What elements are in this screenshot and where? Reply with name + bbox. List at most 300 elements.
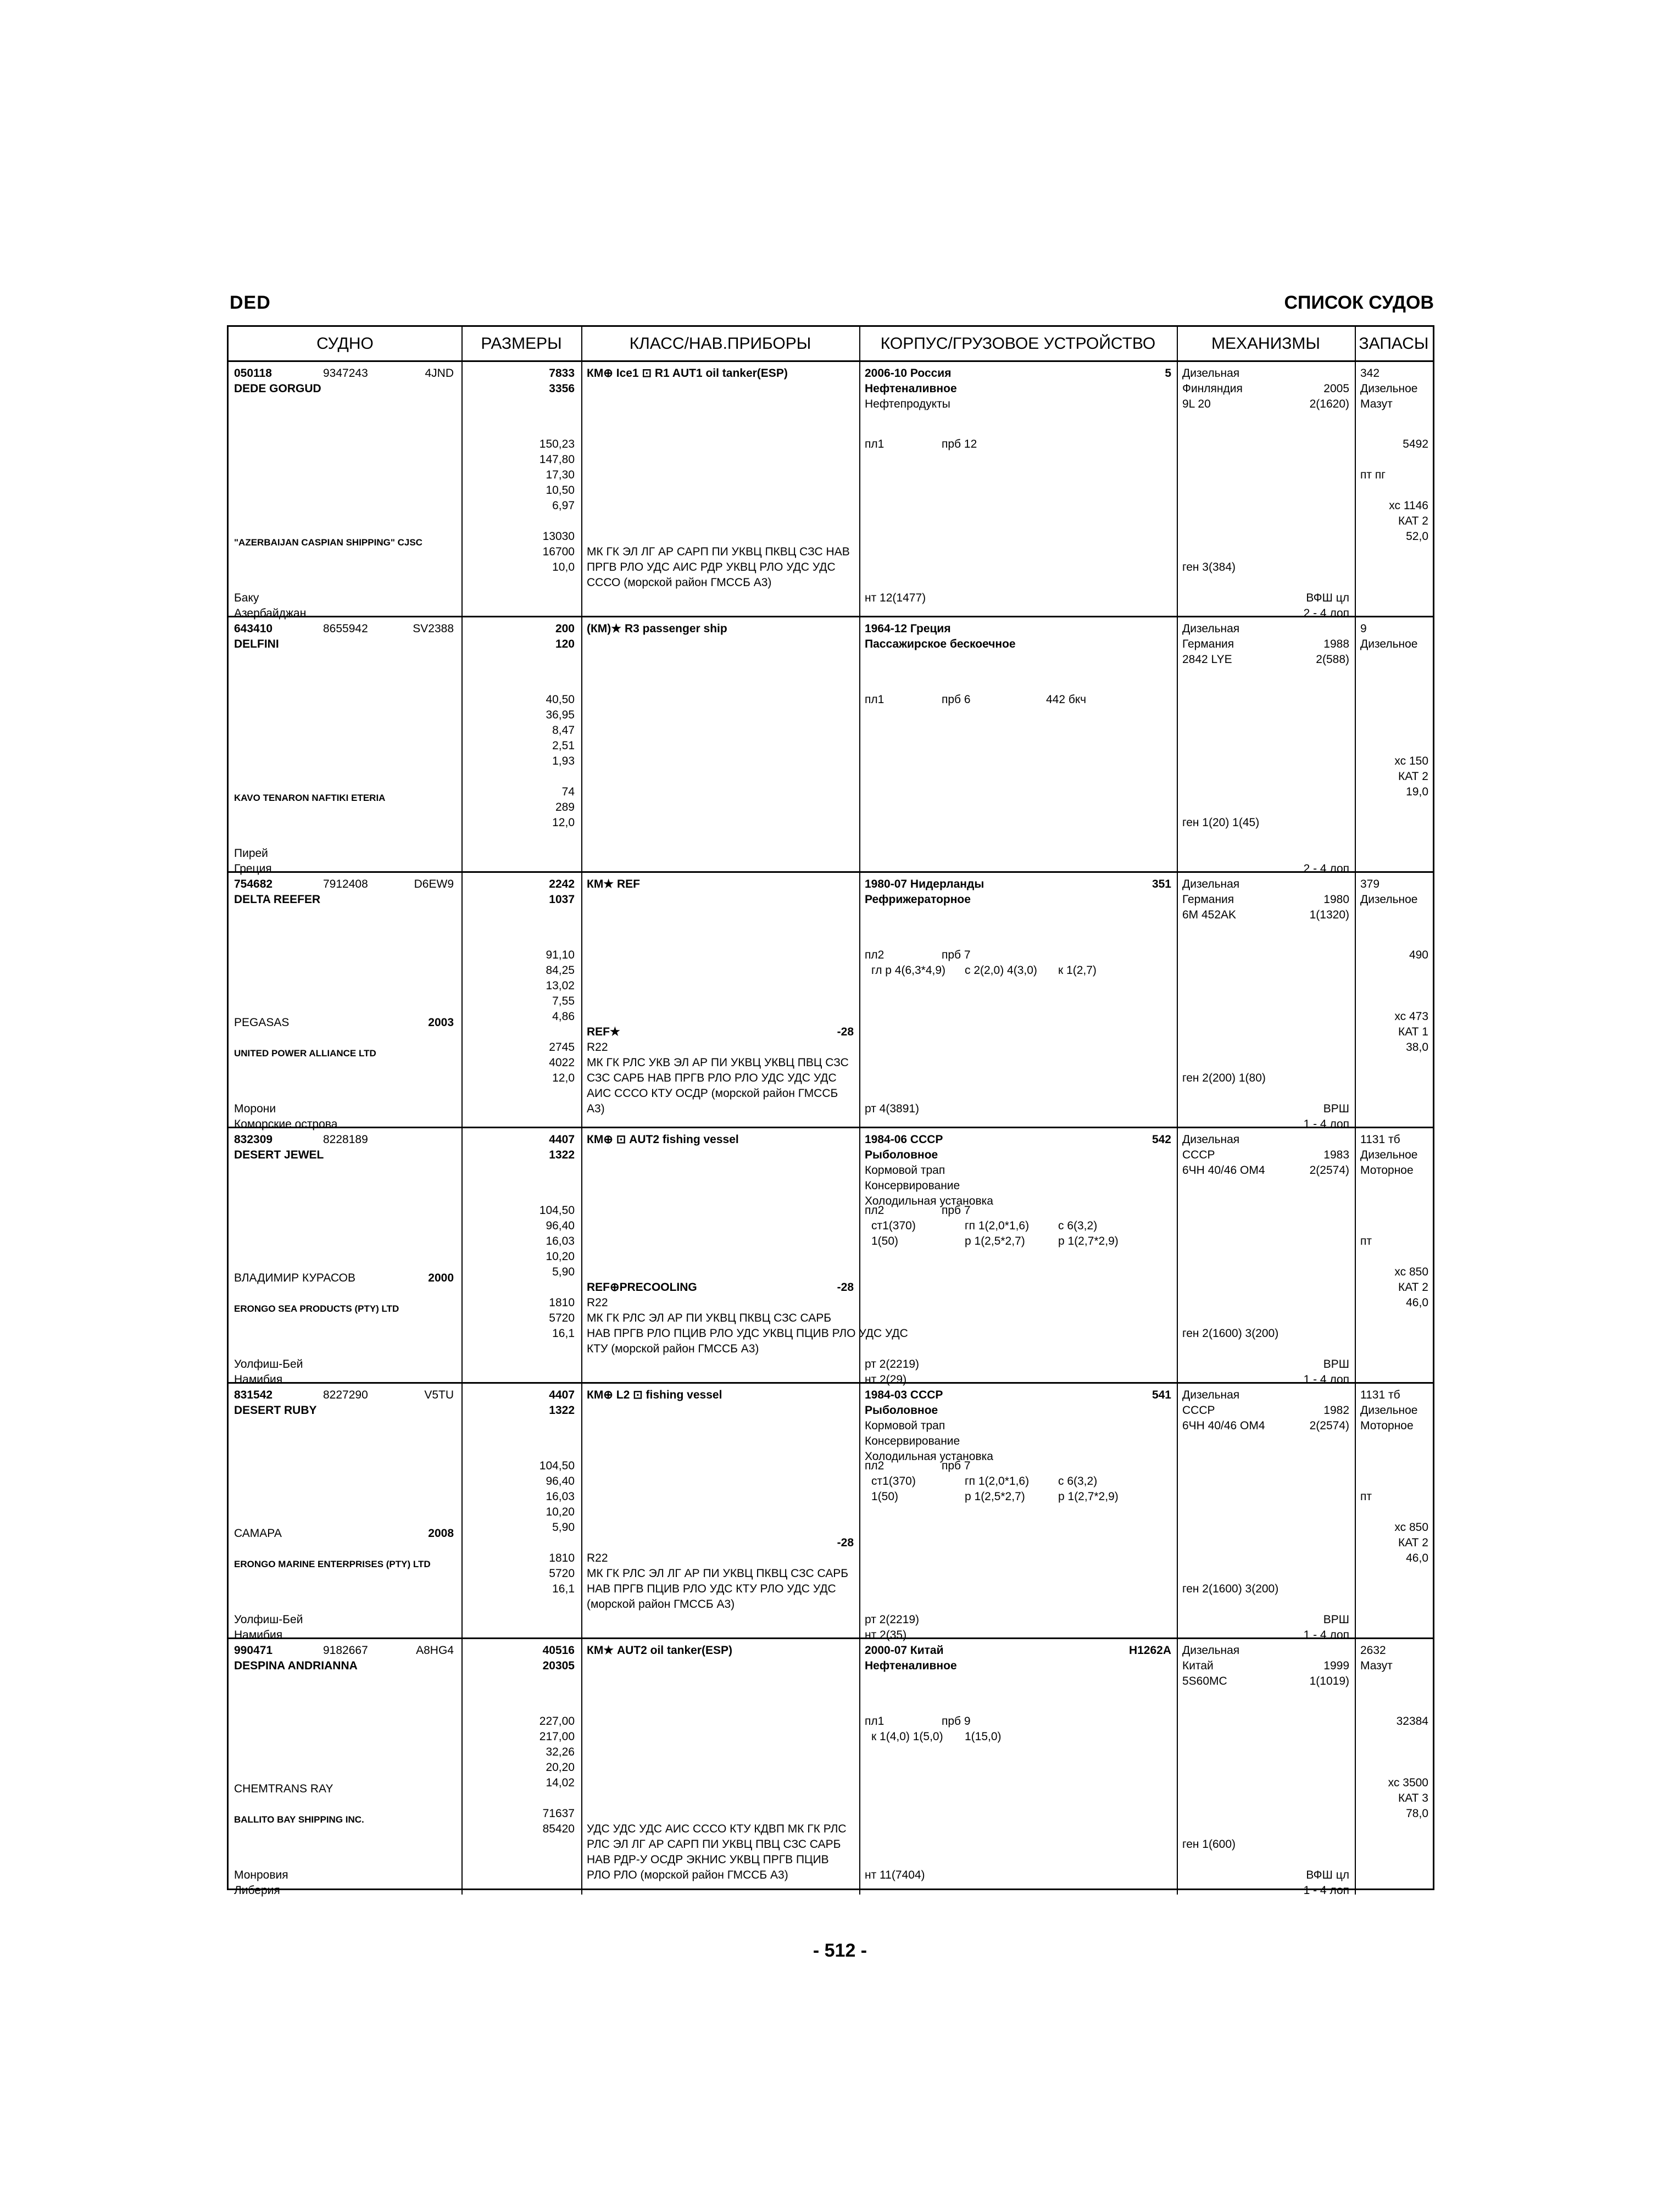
engine-power: 2(2574) xyxy=(1309,1419,1349,1432)
hull-build-number: 542 xyxy=(1151,1133,1171,1146)
stores-range: КАТ 2 xyxy=(1398,1280,1428,1294)
tonnage-value: 4407 xyxy=(549,1389,575,1401)
previous-name: САМАРА xyxy=(234,1527,282,1540)
imo-number: 7912408 xyxy=(323,878,368,890)
stores-fuel: 1131 тб xyxy=(1360,1389,1400,1401)
stores-fuel: 2632 xyxy=(1360,1644,1386,1657)
hull-tanks: нт 11(7404) xyxy=(865,1868,925,1881)
previous-name-year: 2000 xyxy=(428,1272,454,1284)
dimension-value: 104,50 xyxy=(539,1204,575,1217)
call-sign xyxy=(360,1132,454,1148)
capacity-value: 2745 xyxy=(549,1040,575,1054)
tonnage-value: 120 xyxy=(555,638,575,650)
cargo-gear: 1(15,0) xyxy=(965,1730,1002,1743)
left-header: DED xyxy=(230,292,271,313)
stores-type: пт xyxy=(1360,1490,1372,1503)
vessel-register-table xyxy=(227,325,1434,1897)
navigation-equipment: РЛО РЛО (морской район ГМССБ А3) xyxy=(587,1868,788,1881)
registry-number: 643410 xyxy=(234,622,273,635)
dimension-value: 5,90 xyxy=(552,1265,575,1278)
stores-range: хс 3500 xyxy=(1388,1776,1428,1789)
stores-fuel: Моторное xyxy=(1360,1419,1414,1432)
previous-name-year: 2008 xyxy=(428,1527,454,1540)
stores-range: 46,0 xyxy=(1406,1296,1428,1309)
cargo-gear: ст1(370) xyxy=(871,1219,916,1232)
engine-year: 2005 xyxy=(1323,382,1349,395)
right-header: СПИСОК СУДОВ xyxy=(1284,292,1434,313)
dimension-value: 4,86 xyxy=(552,1010,575,1023)
tonnage-value: 3356 xyxy=(549,382,575,395)
owner-name: ERONGO MARINE ENTERPRISES (PTY) LTD xyxy=(234,1559,431,1569)
hull-build-number: H1262A xyxy=(1128,1644,1171,1657)
vessel-name: DELTA REEFER xyxy=(234,893,321,906)
engine-info: Дизельная xyxy=(1182,878,1240,890)
capacity-value: 16700 xyxy=(542,545,575,558)
vessel-entry xyxy=(229,1639,1433,1895)
dimension-value: 36,95 xyxy=(546,708,575,721)
navigation-equipment: МК ГК РЛС ЭЛ АР ПИ УКВЦ ПКВЦ СЗС САРБ xyxy=(587,1311,832,1324)
imo-number: 8655942 xyxy=(323,622,368,635)
cargo-gear: р 1(2,5*2,7) xyxy=(965,1490,1025,1503)
class-notation: (КМ)★ R3 passenger ship xyxy=(587,622,727,635)
engine-info: Германия xyxy=(1182,893,1234,906)
column-header-stores: ЗАПАСЫ xyxy=(1355,327,1433,362)
hull-type: Нефтеналивное xyxy=(865,382,957,395)
engine-info: СССР xyxy=(1182,1404,1215,1417)
hull-build-number: 5 xyxy=(1165,367,1171,380)
dimension-value: 17,30 xyxy=(546,468,575,481)
hull-feature: Нефтепродукты xyxy=(865,398,950,410)
stores-range: хс 150 xyxy=(1394,754,1428,767)
engine-year: 1980 xyxy=(1323,893,1349,906)
hull-type: Рыболовное xyxy=(865,1404,938,1417)
engine-year: 1982 xyxy=(1323,1404,1349,1417)
stores-range: хс 850 xyxy=(1394,1520,1428,1534)
imo-number: 8228189 xyxy=(323,1133,368,1146)
stores-range: КАТ 2 xyxy=(1398,1536,1428,1549)
dimension-value: 16,03 xyxy=(546,1490,575,1503)
vessel-name: DESPINA ANDRIANNA xyxy=(234,1659,358,1672)
dimension-value: 10,20 xyxy=(546,1250,575,1263)
propeller-info: 1 - 4 лоп xyxy=(1303,1117,1349,1130)
flag-state: Азербайджан xyxy=(234,606,307,620)
stores-range: хс 850 xyxy=(1394,1265,1428,1278)
engine-info: 6M 452AK xyxy=(1182,909,1237,921)
flag-state: Коморские острова xyxy=(234,1117,338,1130)
engine-power: 2(2574) xyxy=(1309,1164,1349,1177)
propeller-info: ВРШ xyxy=(1323,1613,1349,1626)
stores-range: 38,0 xyxy=(1406,1040,1428,1054)
engine-year: 1983 xyxy=(1323,1149,1349,1161)
cargo-gear: 1(50) xyxy=(871,1490,899,1503)
port-of-registry: Монровия xyxy=(234,1868,288,1881)
engine-info: СССР xyxy=(1182,1149,1215,1161)
dimension-value: 1,93 xyxy=(552,754,575,767)
hull-build-info: 2000-07 Китай xyxy=(865,1644,944,1657)
class-extra-notation: REF★ xyxy=(587,1025,620,1038)
tonnage-value: 1037 xyxy=(549,893,575,906)
stores-fuel: Моторное xyxy=(1360,1164,1414,1177)
vessel-entry xyxy=(229,1128,1433,1384)
port-of-registry: Баку xyxy=(234,591,259,604)
tonnage-value: 200 xyxy=(555,622,575,635)
dimension-value: 14,02 xyxy=(546,1776,575,1789)
stores-fuel: Дизельное xyxy=(1360,893,1418,906)
engine-year: 1999 xyxy=(1323,1659,1349,1672)
class-refrigerant: R22 xyxy=(587,1296,608,1309)
navigation-equipment: КТУ (морской район ГМССБ А3) xyxy=(587,1342,759,1355)
registry-number: 050118 xyxy=(234,367,272,380)
tonnage-value: 1322 xyxy=(549,1404,575,1417)
navigation-equipment: НАВ ПРГВ РЛО ПЦИВ РЛО УДС УКВЦ ПЦИВ РЛО УДС УДС xyxy=(587,1327,908,1340)
dimension-value: 96,40 xyxy=(546,1219,575,1232)
engine-power: 2(1620) xyxy=(1309,398,1349,410)
hull-cargo-volume: 442 бкч xyxy=(1046,693,1087,706)
dimension-value: 32,26 xyxy=(546,1745,575,1758)
capacity-value: 74 xyxy=(561,785,575,798)
cargo-gear: гп 1(2,0*1,6) xyxy=(965,1474,1030,1488)
hull-decks: пл2 xyxy=(865,948,884,961)
port-of-registry: Уолфиш-Бей xyxy=(234,1613,303,1626)
stores-fuel: Дизельное xyxy=(1360,1404,1418,1417)
capacity-value: 1810 xyxy=(549,1551,575,1564)
stores-range: 19,0 xyxy=(1406,785,1428,798)
class-extra-value: -28 xyxy=(837,1536,854,1549)
navigation-equipment: РЛС ЭЛ ЛГ АР САРП ПИ УКВЦ ПВЦ СЗС САРБ xyxy=(587,1837,841,1851)
hull-build-info: 1964-12 Греция xyxy=(865,622,951,635)
engine-info: Дизельная xyxy=(1182,1389,1240,1401)
engine-info: 6ЧН 40/46 ОМ4 xyxy=(1182,1164,1265,1177)
stores-range: хс 1146 xyxy=(1389,499,1428,512)
navigation-equipment: МК ГК ЭЛ ЛГ АР САРП ПИ УКВЦ ПКВЦ СЗС НАВ xyxy=(587,545,850,558)
stores-fuel: Мазут xyxy=(1360,1659,1393,1672)
cargo-gear: р 1(2,5*2,7) xyxy=(965,1234,1025,1247)
class-refrigerant: R22 xyxy=(587,1040,608,1054)
generators: ген 1(20) 1(45) xyxy=(1182,816,1260,829)
owner-name: UNITED POWER ALLIANCE LTD xyxy=(234,1048,376,1059)
capacity-value: 4022 xyxy=(549,1056,575,1069)
call-sign: D6EW9 xyxy=(414,878,454,890)
dimension-value: 10,50 xyxy=(546,483,575,497)
dimension-value: 8,47 xyxy=(552,723,575,737)
engine-info: 9L 20 xyxy=(1182,398,1211,410)
call-sign: SV2388 xyxy=(413,622,454,635)
hull-build-number: 351 xyxy=(1151,878,1171,890)
vessel-name: DESERT RUBY xyxy=(234,1404,317,1417)
dimension-value: 40,50 xyxy=(546,693,575,706)
cargo-gear: гп 1(2,0*1,6) xyxy=(965,1219,1030,1232)
capacity-value: 71637 xyxy=(542,1807,575,1820)
registry-number: 754682 xyxy=(234,878,273,890)
dimension-value: 6,97 xyxy=(552,499,575,512)
column-header-vessel: СУДНО xyxy=(229,327,461,362)
tonnage-value: 4407 xyxy=(549,1133,575,1146)
capacity-value: 5720 xyxy=(549,1567,575,1580)
stores-fuel: 342 xyxy=(1360,367,1380,380)
capacity-value: 1810 xyxy=(549,1296,575,1309)
generators: ген 2(1600) 3(200) xyxy=(1182,1327,1279,1340)
hull-build-info: 2006-10 Россия xyxy=(865,367,952,380)
column-header-hull: КОРПУС/ГРУЗОВОЕ УСТРОЙСТВО xyxy=(859,327,1177,362)
engine-info: Германия xyxy=(1182,638,1234,650)
capacity-value: 16,1 xyxy=(552,1327,575,1340)
generators: ген 1(600) xyxy=(1182,1837,1236,1851)
navigation-equipment: СЗС САРБ НАВ ПРГВ РЛО РЛО УДС УДС УДС xyxy=(587,1071,837,1084)
previous-name: ВЛАДИМИР КУРАСОВ xyxy=(234,1272,356,1284)
stores-fuel: Дизельное xyxy=(1360,1149,1418,1161)
engine-info: 2842 LYE xyxy=(1182,653,1232,666)
engine-info: Дизельная xyxy=(1182,1644,1240,1657)
engine-info: Китай xyxy=(1182,1659,1214,1672)
dimension-value: 20,20 xyxy=(546,1761,575,1774)
engine-info: Финляндия xyxy=(1182,382,1243,395)
cargo-gear: с 6(3,2) xyxy=(1058,1219,1098,1232)
cargo-gear: с 6(3,2) xyxy=(1058,1474,1098,1488)
hull-feature: Холодильная установка xyxy=(865,1195,993,1207)
owner-name: "AZERBAIJAN CASPIAN SHIPPING" CJSC xyxy=(234,537,422,548)
navigation-equipment: МК ГК РЛС ЭЛ ЛГ АР ПИ УКВЦ ПКВЦ СЗС САРБ xyxy=(587,1567,849,1580)
propeller-info: 1 - 4 лоп xyxy=(1303,1884,1349,1897)
hull-bulkheads: прб 9 xyxy=(942,1714,971,1728)
class-notation: КМ⊕ ⊡ AUT2 fishing vessel xyxy=(587,1133,739,1146)
cargo-gear: ст1(370) xyxy=(871,1474,916,1488)
navigation-equipment: НАВ РДР-У ОСДР ЭКНИС УКВЦ ПРГВ ПЦИВ xyxy=(587,1853,829,1866)
dimension-value: 91,10 xyxy=(546,948,575,961)
stores-type: пт пг xyxy=(1360,468,1386,481)
hull-bulkheads: прб 12 xyxy=(942,437,977,450)
hull-feature: Консервирование xyxy=(865,1179,960,1192)
port-of-registry: Морони xyxy=(234,1102,276,1115)
registry-number: 832309 xyxy=(234,1133,273,1146)
hull-bulkheads: прб 7 xyxy=(942,948,971,961)
engine-year: 1988 xyxy=(1323,638,1349,650)
class-notation: КМ★ REF xyxy=(587,878,640,890)
engine-power: 1(1019) xyxy=(1309,1675,1349,1687)
capacity-value: 13030 xyxy=(542,530,575,543)
propeller-info: ВРШ xyxy=(1323,1102,1349,1115)
dimension-value: 217,00 xyxy=(539,1730,575,1743)
propeller-info: 2 - 4 лоп xyxy=(1303,606,1349,620)
stores-range: КАТ 3 xyxy=(1398,1791,1428,1804)
dimension-value: 2,51 xyxy=(552,739,575,752)
vessel-name: DEDE GORGUD xyxy=(234,382,321,395)
hull-feature: Кормовой трап xyxy=(865,1419,945,1432)
hull-tanks: нт 12(1477) xyxy=(865,591,926,604)
capacity-value: 5720 xyxy=(549,1311,575,1324)
stores-fuel: Дизельное xyxy=(1360,382,1418,395)
engine-power: 2(588) xyxy=(1316,653,1349,666)
dimension-value: 10,20 xyxy=(546,1505,575,1518)
stores-fuel: 9 xyxy=(1360,622,1367,635)
generators: ген 2(200) 1(80) xyxy=(1182,1071,1266,1084)
dimension-value: 227,00 xyxy=(539,1714,575,1728)
stores-volume: 490 xyxy=(1409,948,1428,961)
hull-type: Пассажирское бескоечное xyxy=(865,638,1016,650)
hull-type: Рефрижераторное xyxy=(865,893,971,906)
hull-tanks: нт 2(35) xyxy=(865,1628,907,1641)
stores-volume: 32384 xyxy=(1396,1714,1428,1728)
flag-state: Греция xyxy=(234,862,272,875)
column-header-machinery: МЕХАНИЗМЫ xyxy=(1177,327,1355,362)
hull-type: Рыболовное xyxy=(865,1149,938,1161)
capacity-value: 12,0 xyxy=(552,1071,575,1084)
navigation-equipment: ПРГВ РЛО УДС АИС РДР УКВЦ РЛО УДС УДС xyxy=(587,560,836,573)
dimension-value: 84,25 xyxy=(546,963,575,977)
capacity-value: 10,0 xyxy=(552,560,575,573)
hull-build-info: 1984-03 СССР xyxy=(865,1389,943,1401)
vessel-name: DESERT JEWEL xyxy=(234,1149,324,1161)
hull-tanks: рт 4(3891) xyxy=(865,1102,920,1115)
propeller-info: ВРШ xyxy=(1323,1357,1349,1371)
call-sign: V5TU xyxy=(424,1389,454,1401)
cargo-gear: к 1(4,0) 1(5,0) xyxy=(871,1730,943,1743)
engine-info: 6ЧН 40/46 ОМ4 xyxy=(1182,1419,1265,1432)
tonnage-value: 2242 xyxy=(549,878,575,890)
flag-state: Намибия xyxy=(234,1373,283,1386)
hull-build-info: 1980-07 Нидерланды xyxy=(865,878,984,890)
propeller-info: ВФШ цл xyxy=(1306,1868,1349,1881)
previous-name: PEGASAS xyxy=(234,1016,290,1029)
cargo-gear: р 1(2,7*2,9) xyxy=(1058,1234,1119,1247)
hull-decks: пл2 xyxy=(865,1204,884,1217)
column-header-class: КЛАСС/НАВ.ПРИБОРЫ xyxy=(581,327,859,362)
port-of-registry: Пирей xyxy=(234,846,268,860)
stores-range: хс 473 xyxy=(1394,1010,1428,1023)
hull-tanks: нт 2(29) xyxy=(865,1373,907,1386)
hull-build-number: 541 xyxy=(1151,1389,1171,1401)
hull-type: Нефтеналивное xyxy=(865,1659,957,1672)
hull-feature: Кормовой трап xyxy=(865,1164,945,1177)
generators: ген 2(1600) 3(200) xyxy=(1182,1582,1279,1595)
dimension-value: 13,02 xyxy=(546,979,575,992)
engine-info: Дизельная xyxy=(1182,1133,1240,1146)
vessel-entry xyxy=(229,617,1433,873)
imo-number: 8227290 xyxy=(323,1389,368,1401)
hull-tanks: рт 2(2219) xyxy=(865,1357,920,1371)
registry-number: 831542 xyxy=(234,1389,273,1401)
navigation-equipment: СССО (морской район ГМССБ А3) xyxy=(587,576,772,589)
stores-range: КАТ 2 xyxy=(1398,770,1428,783)
hull-decks: пл2 xyxy=(865,1459,884,1472)
hull-decks: пл1 xyxy=(865,1714,884,1728)
dimension-value: 104,50 xyxy=(539,1459,575,1472)
imo-number: 9182667 xyxy=(323,1644,368,1657)
previous-name-year: 2003 xyxy=(428,1016,454,1029)
capacity-value: 16,1 xyxy=(552,1582,575,1595)
cargo-gear: 1(50) xyxy=(871,1234,899,1247)
call-sign: A8HG4 xyxy=(416,1644,454,1657)
class-extra-notation: REF⊕PRECOOLING xyxy=(587,1280,697,1294)
call-sign: 4JND xyxy=(425,367,454,380)
dimension-value: 16,03 xyxy=(546,1234,575,1247)
column-header-dimensions: РАЗМЕРЫ xyxy=(461,327,581,362)
cargo-gear: гл р 4(6,3*4,9) xyxy=(871,963,946,977)
class-extra-value: -28 xyxy=(837,1280,854,1294)
hull-decks: пл1 xyxy=(865,693,884,706)
engine-info: 5S60MC xyxy=(1182,1675,1227,1687)
tonnage-value: 1322 xyxy=(549,1149,575,1161)
cargo-gear: с 2(2,0) 4(3,0) xyxy=(965,963,1037,977)
stores-volume: 5492 xyxy=(1403,437,1428,450)
tonnage-value: 7833 xyxy=(549,367,575,380)
hull-feature: Консервирование xyxy=(865,1435,960,1447)
dimension-value: 7,55 xyxy=(552,994,575,1007)
navigation-equipment: (морской район ГМССБ А3) xyxy=(587,1597,735,1611)
stores-fuel: 379 xyxy=(1360,878,1380,890)
capacity-value: 289 xyxy=(555,800,575,814)
dimension-value: 5,90 xyxy=(552,1520,575,1534)
navigation-equipment: МК ГК РЛС УКВ ЭЛ АР ПИ УКВЦ УКВЦ ПВЦ СЗС xyxy=(587,1056,849,1069)
hull-build-info: 1984-06 СССР xyxy=(865,1133,943,1146)
class-extra-value: -28 xyxy=(837,1025,854,1038)
flag-state: Намибия xyxy=(234,1628,283,1641)
vessel-entry xyxy=(229,873,1433,1128)
capacity-value: 12,0 xyxy=(552,816,575,829)
stores-range: 46,0 xyxy=(1406,1551,1428,1564)
propeller-info: ВФШ цл xyxy=(1306,591,1349,604)
hull-tanks: рт 2(2219) xyxy=(865,1613,920,1626)
stores-fuel: 1131 тб xyxy=(1360,1133,1400,1146)
navigation-equipment: НАВ ПРГВ ПЦИВ РЛО УДС КТУ РЛО УДС УДС xyxy=(587,1582,836,1595)
cargo-gear: р 1(2,7*2,9) xyxy=(1058,1490,1119,1503)
registry-number: 990471 xyxy=(234,1644,273,1657)
hull-bulkheads: прб 6 xyxy=(942,693,971,706)
vessel-entry xyxy=(229,362,1433,620)
hull-decks: пл1 xyxy=(865,437,884,450)
port-of-registry: Уолфиш-Бей xyxy=(234,1357,303,1371)
cargo-gear: к 1(2,7) xyxy=(1058,963,1097,977)
hull-bulkheads: прб 7 xyxy=(942,1459,971,1472)
stores-range: КАТ 2 xyxy=(1398,514,1428,527)
owner-name: ERONGO SEA PRODUCTS (PTY) LTD xyxy=(234,1303,399,1314)
tonnage-value: 40516 xyxy=(542,1644,575,1657)
previous-name: CHEMTRANS RAY xyxy=(234,1782,333,1795)
stores-range: 78,0 xyxy=(1406,1807,1428,1820)
stores-range: КАТ 1 xyxy=(1398,1025,1428,1038)
generators: ген 3(384) xyxy=(1182,560,1236,573)
engine-info: Дизельная xyxy=(1182,622,1240,635)
capacity-value: 85420 xyxy=(542,1822,575,1835)
vessel-entry xyxy=(229,1384,1433,1639)
navigation-equipment: УДС УДС УДС АИС СССО КТУ КДВП МК ГК РЛС xyxy=(587,1822,847,1835)
class-notation: КМ★ AUT2 oil tanker(ESP) xyxy=(587,1644,733,1657)
imo-number: 9347243 xyxy=(323,367,368,380)
stores-fuel: Дизельное xyxy=(1360,638,1418,650)
stores-range: 52,0 xyxy=(1406,530,1428,543)
flag-state: Либерия xyxy=(234,1884,280,1897)
class-notation: КМ⊕ L2 ⊡ fishing vessel xyxy=(587,1389,722,1401)
dimension-value: 96,40 xyxy=(546,1474,575,1488)
hull-feature: Холодильная установка xyxy=(865,1450,993,1463)
engine-power: 1(1320) xyxy=(1309,909,1349,921)
hull-bulkheads: прб 7 xyxy=(942,1204,971,1217)
dimension-value: 150,23 xyxy=(539,437,575,450)
stores-fuel: Мазут xyxy=(1360,398,1393,410)
class-refrigerant: R22 xyxy=(587,1551,608,1564)
navigation-equipment: А3) xyxy=(587,1102,605,1115)
propeller-info: 2 - 4 лоп xyxy=(1303,862,1349,875)
stores-type: пт xyxy=(1360,1234,1372,1247)
page-number: - 512 - xyxy=(813,1940,867,1961)
tonnage-value: 20305 xyxy=(542,1659,575,1672)
owner-name: KAVO TENARON NAFTIKI ETERIA xyxy=(234,793,386,803)
navigation-equipment: АИС СССО КТУ ОСДР (морской район ГМССБ xyxy=(587,1087,838,1100)
owner-name: BALLITO BAY SHIPPING INC. xyxy=(234,1814,364,1825)
engine-info: Дизельная xyxy=(1182,367,1240,380)
propeller-info: 1 - 4 лоп xyxy=(1303,1628,1349,1641)
class-notation: КМ⊕ Ice1 ⊡ R1 AUT1 oil tanker(ESP) xyxy=(587,367,788,380)
propeller-info: 1 - 4 лоп xyxy=(1303,1373,1349,1386)
